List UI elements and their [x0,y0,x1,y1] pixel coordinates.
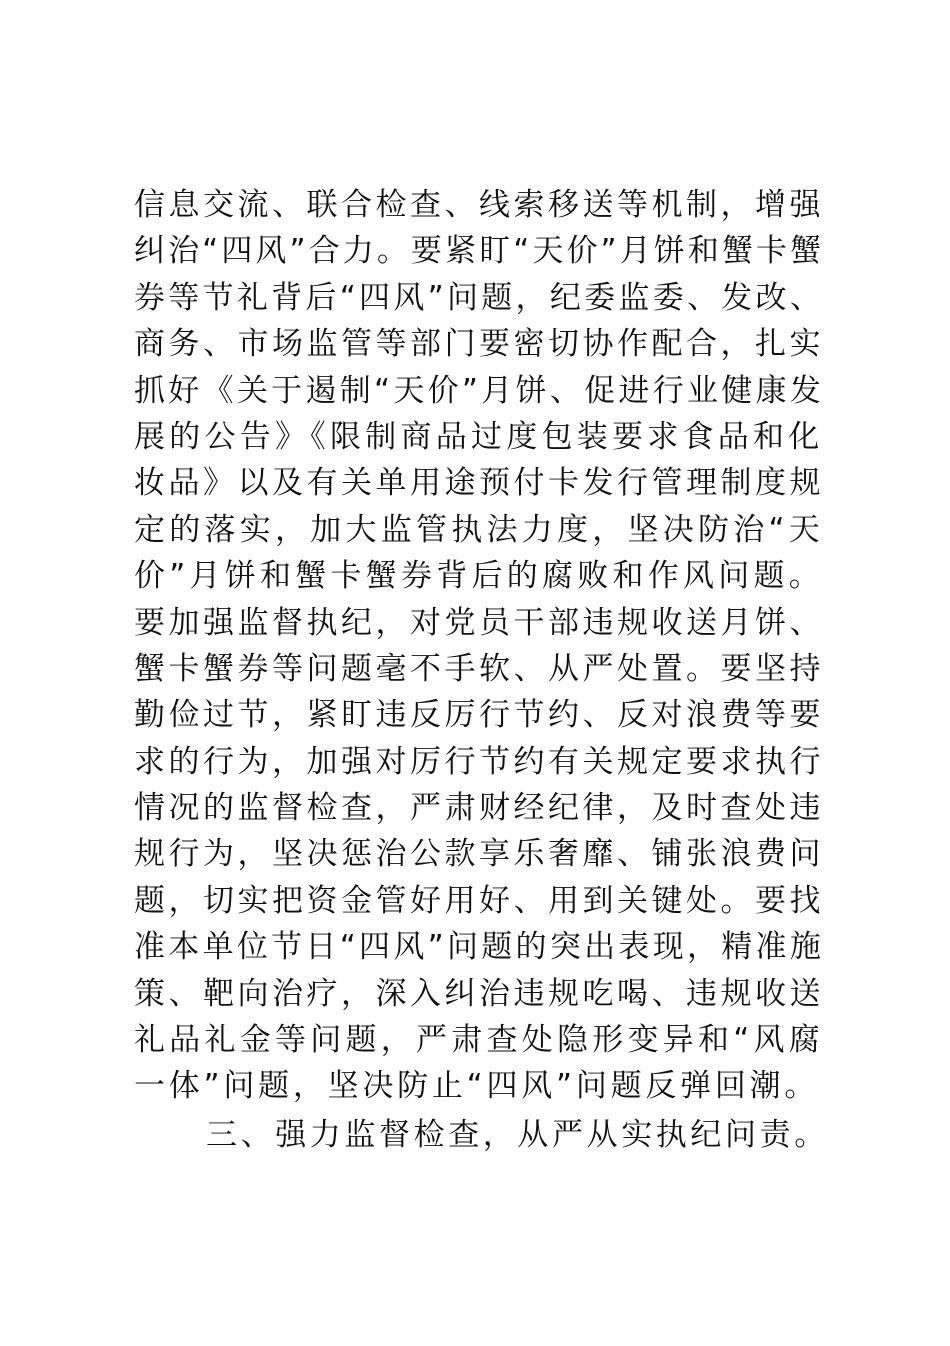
paragraph-line: 勤俭过节，紧盯违反厉行节约、反对浪费等要 [134,697,824,734]
paragraph-line: 定的落实，加大监管执法力度，坚决防治“天 [134,511,825,548]
paragraph-line: 要加强监督执纪，对党员干部违规收送月饼、 [134,604,824,641]
paragraph-line: 商务、市场监管等部门要密切协作配合，扎实 [134,326,824,363]
paragraph-line: 蟹卡蟹券等问题毫不手软、从严处置。要坚持 [134,650,824,687]
paragraph-line: 纠治“四风”合力。要紧盯“天价”月饼和蟹卡蟹 [134,233,825,270]
paragraph-line: 妆品》以及有关单用途预付卡发行管理制度规 [134,465,824,502]
paragraph-line: 价”月饼和蟹卡蟹券背后的腐败和作风问题。 [134,558,825,595]
paragraph-line: 券等节礼背后“四风”问题，纪委监委、发改、 [134,279,825,316]
section-heading: 三、强力监督检查，从严从实执纪问责。 [206,1117,829,1153]
paragraph-line: 策、靶向治疗，深入纠治违规吃喝、违规收送 [134,975,824,1012]
paragraph-line: 展的公告》《限制商品过度包装要求食品和化 [134,418,824,455]
paragraph-line: 准本单位节日“四风”问题的突出表现，精准施 [134,929,825,966]
paragraph-line: 情况的监督检查，严肃财经纪律，及时查处违 [134,790,824,827]
paragraph-line: 礼品礼金等问题，严肃查处隐形变异和“风腐 [134,1022,825,1059]
paragraph-line: 规行为，坚决惩治公款享乐奢靡、铺张浪费问 [134,836,824,873]
paragraph-line: 信息交流、联合检查、线索移送等机制，增强 [134,187,824,223]
paragraph-line: 一体”问题，坚决防止“四风”问题反弹回潮。 [134,1068,820,1105]
paragraph-line: 题，切实把资金管好用好、用到关键处。要找 [134,882,824,919]
paragraph-line: 求的行为，加强对厉行节约有关规定要求执行 [134,743,824,780]
paragraph-line: 抓好《关于遏制“天价”月饼、促进行业健康发 [134,372,825,409]
body-paragraph [134,182,824,1110]
